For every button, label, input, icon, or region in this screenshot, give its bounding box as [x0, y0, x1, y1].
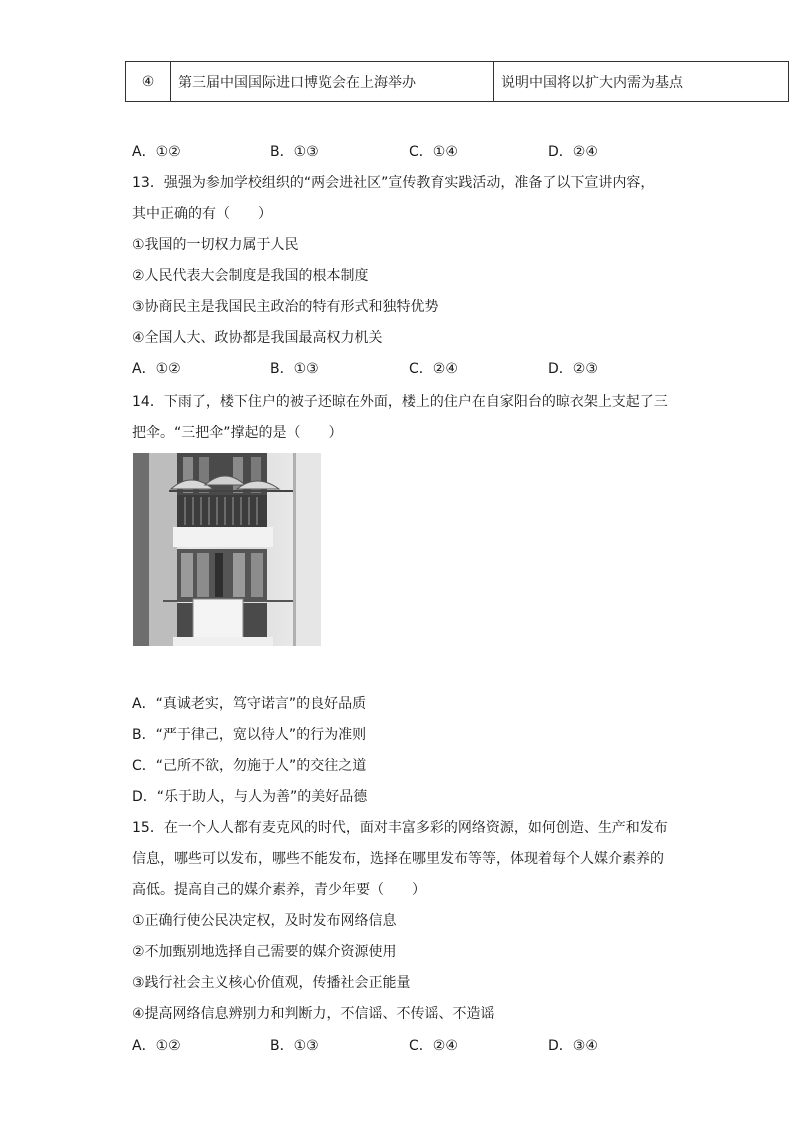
meaning-cell: 说明中国将以扩大内需为基点	[494, 62, 789, 102]
q14-option-c: C．“己所不欲，勿施于人”的交往之道	[132, 758, 367, 774]
q15-item-2: ②不加甄别地选择自己需要的媒介资源使用	[132, 944, 397, 960]
option-a: A．①②	[132, 144, 181, 160]
q13-item-3: ③协商民主是我国民主政治的特有形式和独特优势	[132, 299, 439, 315]
q15-item-3: ③践行社会主义核心价值观，传播社会正能量	[132, 975, 411, 991]
event-cell: 第三届中国国际进口博览会在上海举办	[171, 62, 494, 102]
q13-item-1: ①我国的一切权力属于人民	[132, 237, 299, 253]
q13-options	[132, 358, 732, 378]
option-d: D．②④	[548, 144, 598, 160]
q13-item-2: ②人民代表大会制度是我国的根本制度	[132, 268, 369, 284]
option-b: B．①③	[270, 361, 319, 377]
q15-stem-line3: 高低。提高自己的媒介素养，青少年要（ ）	[132, 882, 426, 898]
q15-stem-line2: 信息，哪些可以发布，哪些不能发布，选择在哪里发布等等，体现着每个人媒介素养的	[132, 851, 664, 867]
option-c: C．①④	[409, 144, 458, 160]
option-b: B．①③	[270, 144, 319, 160]
q14-stem-line1: 14．下雨了，楼下住户的被子还晾在外面，楼上的住户在自家阳台的晾衣架上支起了三	[132, 394, 668, 410]
q14-option-a: A．“真诚老实，笃守诺言”的良好品质	[132, 696, 367, 712]
q13-stem-line1: 13．强强为参加学校组织的“两会进社区”宣传教育实践活动，准备了以下宣讲内容，	[132, 175, 655, 191]
balcony-illustration	[133, 453, 321, 646]
option-d: D．②③	[548, 361, 598, 377]
answer-table	[125, 61, 789, 102]
option-a: A．①②	[132, 361, 181, 377]
q15-stem-line1: 15．在一个人人都有麦克风的时代，面对丰富多彩的网络资源，如何创造、生产和发布	[132, 820, 668, 836]
q14-option-b: B．“严于律己，宽以待人”的行为准则	[132, 727, 367, 743]
q12-options	[132, 141, 732, 161]
q13-item-4: ④全国人大、政协都是我国最高权力机关	[132, 330, 383, 346]
q15-item-4: ④提高网络信息辨别力和判断力，不信谣、不传谣、不造谣	[132, 1006, 495, 1022]
q15-options	[132, 1035, 732, 1055]
row-number: ④	[126, 62, 171, 102]
option-c: C．②④	[409, 1038, 458, 1054]
option-d: D．③④	[548, 1038, 598, 1054]
q13-stem-line2: 其中正确的有（ ）	[132, 206, 272, 222]
balcony-umbrellas-photo	[133, 453, 321, 646]
option-b: B．①③	[270, 1038, 319, 1054]
option-a: A．①②	[132, 1038, 181, 1054]
table-row	[126, 62, 789, 102]
option-c: C．②④	[409, 361, 458, 377]
q14-stem-line2: 把伞。“三把伞”撑起的是（ ）	[132, 425, 343, 441]
q15-item-1: ①正确行使公民决定权，及时发布网络信息	[132, 913, 397, 929]
q14-option-d: D．“乐于助人，与人为善”的美好品德	[132, 789, 368, 805]
